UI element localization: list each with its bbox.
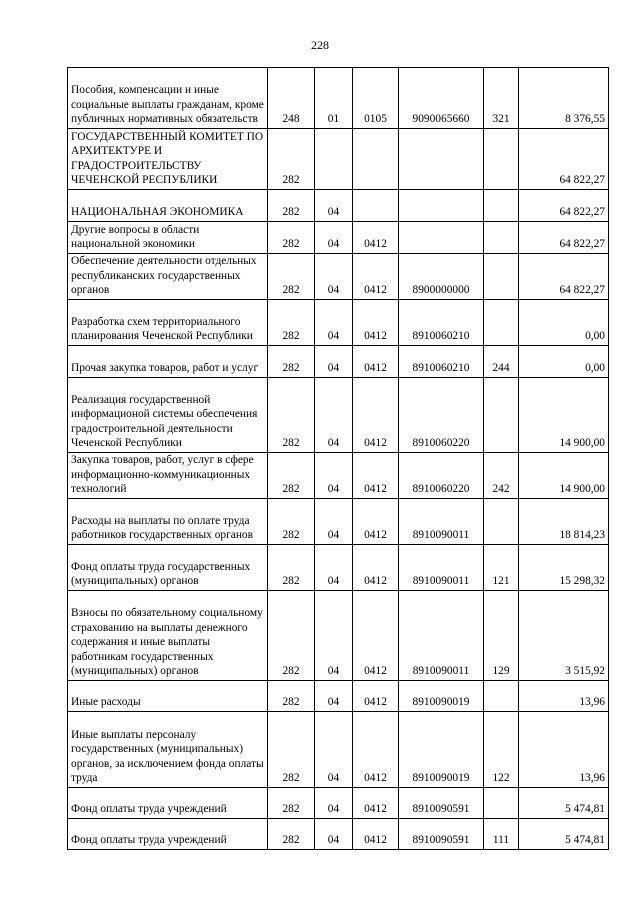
table-row <box>68 300 609 346</box>
page-number: 228 <box>311 38 329 52</box>
table-row <box>68 591 609 681</box>
table-row <box>68 453 609 499</box>
target-article <box>399 190 484 222</box>
section-code: 04 <box>315 788 353 819</box>
ministry-code: 282 <box>268 499 315 545</box>
subsection-code: 0412 <box>353 712 399 788</box>
section-code: 04 <box>315 591 353 681</box>
row-name: Иные расходы <box>68 681 268 712</box>
amount: 64 822,27 <box>519 190 609 222</box>
ministry-code: 282 <box>268 190 315 222</box>
table-row <box>68 254 609 300</box>
section-code: 04 <box>315 681 353 712</box>
amount: 14 900,00 <box>519 378 609 453</box>
table-row <box>68 129 609 190</box>
ministry-code: 282 <box>268 591 315 681</box>
row-name: Другие вопросы в области национальной экономики <box>68 222 268 254</box>
amount: 14 900,00 <box>519 453 609 499</box>
section-code: 04 <box>315 712 353 788</box>
target-article: 8910090011 <box>399 545 484 591</box>
subsection-code: 0105 <box>353 68 399 129</box>
ministry-code: 282 <box>268 545 315 591</box>
amount: 15 298,32 <box>519 545 609 591</box>
amount: 64 822,27 <box>519 129 609 190</box>
expense-type: 122 <box>484 712 519 788</box>
expense-type <box>484 222 519 254</box>
amount: 0,00 <box>519 300 609 346</box>
table-row <box>68 712 609 788</box>
ministry-code: 282 <box>268 300 315 346</box>
row-name: Иные выплаты персоналу государственных (муниципальных) органов, за исключением фонда оплаты труда <box>68 712 268 788</box>
expense-type: 321 <box>484 68 519 129</box>
ministry-code: 282 <box>268 788 315 819</box>
budget-table <box>67 67 609 850</box>
section-code: 04 <box>315 222 353 254</box>
expense-type: 121 <box>484 545 519 591</box>
table-row <box>68 222 609 254</box>
subsection-code: 0412 <box>353 681 399 712</box>
target-article <box>399 129 484 190</box>
expense-type: 129 <box>484 591 519 681</box>
ministry-code: 282 <box>268 453 315 499</box>
target-article <box>399 222 484 254</box>
ministry-code: 282 <box>268 129 315 190</box>
section-code: 04 <box>315 378 353 453</box>
expense-type <box>484 681 519 712</box>
target-article: 8910090591 <box>399 788 484 819</box>
subsection-code: 0412 <box>353 254 399 300</box>
section-code <box>315 129 353 190</box>
ministry-code: 282 <box>268 712 315 788</box>
expense-type <box>484 378 519 453</box>
expense-type <box>484 499 519 545</box>
expense-type <box>484 300 519 346</box>
target-article: 8910090019 <box>399 681 484 712</box>
amount: 13,96 <box>519 681 609 712</box>
target-article: 8910060210 <box>399 300 484 346</box>
ministry-code: 248 <box>268 68 315 129</box>
amount: 8 376,55 <box>519 68 609 129</box>
section-code: 04 <box>315 499 353 545</box>
row-name: Фонд оплаты труда государственных (муниципальных) органов <box>68 545 268 591</box>
expense-type: 244 <box>484 346 519 378</box>
amount: 18 814,23 <box>519 499 609 545</box>
section-code: 01 <box>315 68 353 129</box>
table-row <box>68 68 609 129</box>
row-name: Пособия, компенсации и иные социальные выплаты гражданам, кроме публичных нормативных обязательств <box>68 68 268 129</box>
table-row <box>68 346 609 378</box>
subsection-code: 0412 <box>353 346 399 378</box>
table-row <box>68 788 609 819</box>
ministry-code: 282 <box>268 378 315 453</box>
ministry-code: 282 <box>268 346 315 378</box>
target-article: 8910090591 <box>399 819 484 850</box>
row-name: Закупка товаров, работ, услуг в сфере информационно-коммуникационных технологий <box>68 453 268 499</box>
amount: 64 822,27 <box>519 222 609 254</box>
subsection-code: 0412 <box>353 819 399 850</box>
section-code: 04 <box>315 190 353 222</box>
amount: 64 822,27 <box>519 254 609 300</box>
subsection-code: 0412 <box>353 378 399 453</box>
amount: 0,00 <box>519 346 609 378</box>
ministry-code: 282 <box>268 819 315 850</box>
row-name: Реализация государственной информационой системы обеспечения градостроительной деятельности Чеченской Республики <box>68 378 268 453</box>
section-code: 04 <box>315 545 353 591</box>
expense-type: 242 <box>484 453 519 499</box>
section-code: 04 <box>315 300 353 346</box>
ministry-code: 282 <box>268 222 315 254</box>
table-row <box>68 681 609 712</box>
target-article: 8910090011 <box>399 499 484 545</box>
target-article: 8910060220 <box>399 378 484 453</box>
row-name: Фонд оплаты труда учреждений <box>68 819 268 850</box>
section-code: 04 <box>315 819 353 850</box>
table-row <box>68 819 609 850</box>
table-row <box>68 545 609 591</box>
row-name: ГОСУДАРСТВЕННЫЙ КОМИТЕТ ПО АРХИТЕКТУРЕ И ГРАДОСТРОИТЕЛЬСТВУ ЧЕЧЕНСКОЙ РЕСПУБЛИКИ <box>68 129 268 190</box>
section-code: 04 <box>315 453 353 499</box>
row-name: Фонд оплаты труда учреждений <box>68 788 268 819</box>
expense-type <box>484 129 519 190</box>
expense-type <box>484 788 519 819</box>
row-name: Обеспечение деятельности отдельных республиканских государственных органов <box>68 254 268 300</box>
subsection-code: 0412 <box>353 788 399 819</box>
subsection-code <box>353 190 399 222</box>
expense-type <box>484 254 519 300</box>
amount: 13,96 <box>519 712 609 788</box>
target-article: 9090065660 <box>399 68 484 129</box>
subsection-code <box>353 129 399 190</box>
target-article: 8910090019 <box>399 712 484 788</box>
target-article: 8910090011 <box>399 591 484 681</box>
table-row <box>68 499 609 545</box>
row-name: НАЦИОНАЛЬНАЯ ЭКОНОМИКА <box>68 190 268 222</box>
expense-type: 111 <box>484 819 519 850</box>
row-name: Расходы на выплаты по оплате труда работников государственных органов <box>68 499 268 545</box>
target-article: 8910060220 <box>399 453 484 499</box>
subsection-code: 0412 <box>353 222 399 254</box>
section-code: 04 <box>315 346 353 378</box>
subsection-code: 0412 <box>353 453 399 499</box>
target-article: 8900000000 <box>399 254 484 300</box>
table-row <box>68 190 609 222</box>
section-code: 04 <box>315 254 353 300</box>
ministry-code: 282 <box>268 254 315 300</box>
subsection-code: 0412 <box>353 499 399 545</box>
subsection-code: 0412 <box>353 591 399 681</box>
amount: 5 474,81 <box>519 819 609 850</box>
target-article: 8910060210 <box>399 346 484 378</box>
subsection-code: 0412 <box>353 545 399 591</box>
row-name: Взносы по обязательному социальному страхованию на выплаты денежного содержания и иные выплаты работникам государственных (муниципальных) органов <box>68 591 268 681</box>
row-name: Прочая закупка товаров, работ и услуг <box>68 346 268 378</box>
table-row <box>68 378 609 453</box>
amount: 3 515,92 <box>519 591 609 681</box>
row-name: Разработка схем территориального планирования Чеченской Республики <box>68 300 268 346</box>
expense-type <box>484 190 519 222</box>
subsection-code: 0412 <box>353 300 399 346</box>
amount: 5 474,81 <box>519 788 609 819</box>
ministry-code: 282 <box>268 681 315 712</box>
